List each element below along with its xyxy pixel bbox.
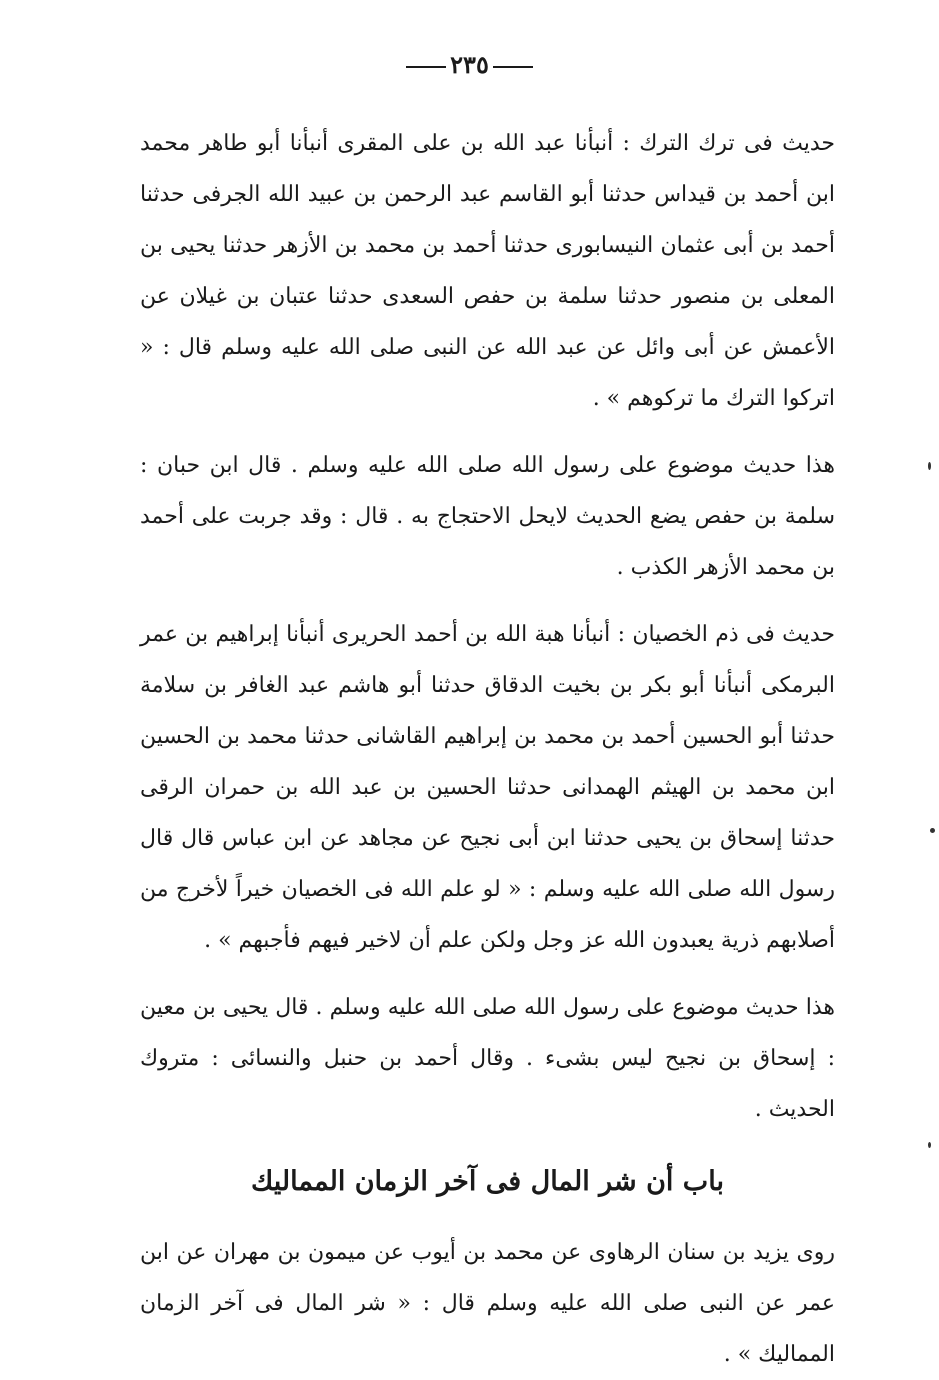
- scan-speck-upper: [928, 462, 931, 470]
- paragraph-eunuchs-commentary: هذا حديث موضوع على رسول الله صلى الله عليه وسلم . قال يحيى بن معين : إسحاق بن نجيح ليس بشىء . وقال أحمد بن حنبل والنسائى : متروك الحديث .: [140, 995, 835, 1122]
- page-number-text: ٢٣٥: [450, 50, 489, 79]
- paragraph-hadith-turks: حديث فى ترك الترك : أنبأنا عبد الله بن على المقرى أنبأنا أبو طاهر محمد ابن أحمد بن قيداس حدثنا أبو القاسم عبد الرحمن بن عبيد الله الجرفى حدثنا أحمد بن أبى عثمان النيسابورى حدثنا أحمد بن محمد بن الأزهر حدثنا يحيى بن المعلى بن منصور حدثنا سلمة بن حفص السعدى حدثنا عتبان بن غيلان عن الأعمش عن أبى وائل عن عبد الله عن النبى صلى الله عليه وسلم قال : « اتركوا الترك ما تركوهم » .: [140, 131, 835, 411]
- page-number: [0, 50, 939, 79]
- scan-speck-lower: [928, 1142, 931, 1148]
- page-body: [140, 118, 835, 1380]
- paragraph-hadith-eunuchs: حديث فى ذم الخصيان : أنبأنا هبة الله بن أحمد الحريرى أنبأنا إبراهيم بن عمر البرمكى أنبأنا أبو بكر بن بخيت الدقاق حدثنا أبو هاشم عبد الغافر بن سلامة حدثنا أبو الحسين أحمد بن محمد بن إبراهيم القاشانى حدثنا محمد بن الحسين ابن محمد بن الهيثم الهمدانى حدثنا الحسين بن عبد الله بن حمران الرقى حدثنا إسحاق بن يحيى حدثنا ابن أبى نجيح عن مجاهد عن ابن عباس قال قال رسول الله صلى الله عليه وسلم : « لو علم الله فى الخصيان خيراً لأخرج من أصلابهم ذرية يعبدون الله عز وجل ولكن علم أن لاخير فيهم فأجبهم » .: [140, 622, 835, 953]
- scan-speck-middle: [930, 828, 935, 833]
- page-number-dash-right: [493, 66, 533, 68]
- page-number-dash-left: [406, 66, 446, 68]
- paragraph-turks-commentary: هذا حديث موضوع على رسول الله صلى الله عليه وسلم . قال ابن حبان : سلمة بن حفص يضع الحديث لايحل الاحتجاج به . قال : وقد جربت على أحمد بن محمد الأزهر الكذب .: [140, 453, 835, 580]
- section-heading: باب أن شر المال فى آخر الزمان المماليك: [251, 1166, 724, 1197]
- paragraph-section-body: روى يزيد بن سنان الرهاوى عن محمد بن أيوب عن ميمون بن مهران عن ابن عمر عن النبى صلى الله عليه وسلم قال : « شر المال فى آخر الزمان المماليك » .: [140, 1240, 835, 1367]
